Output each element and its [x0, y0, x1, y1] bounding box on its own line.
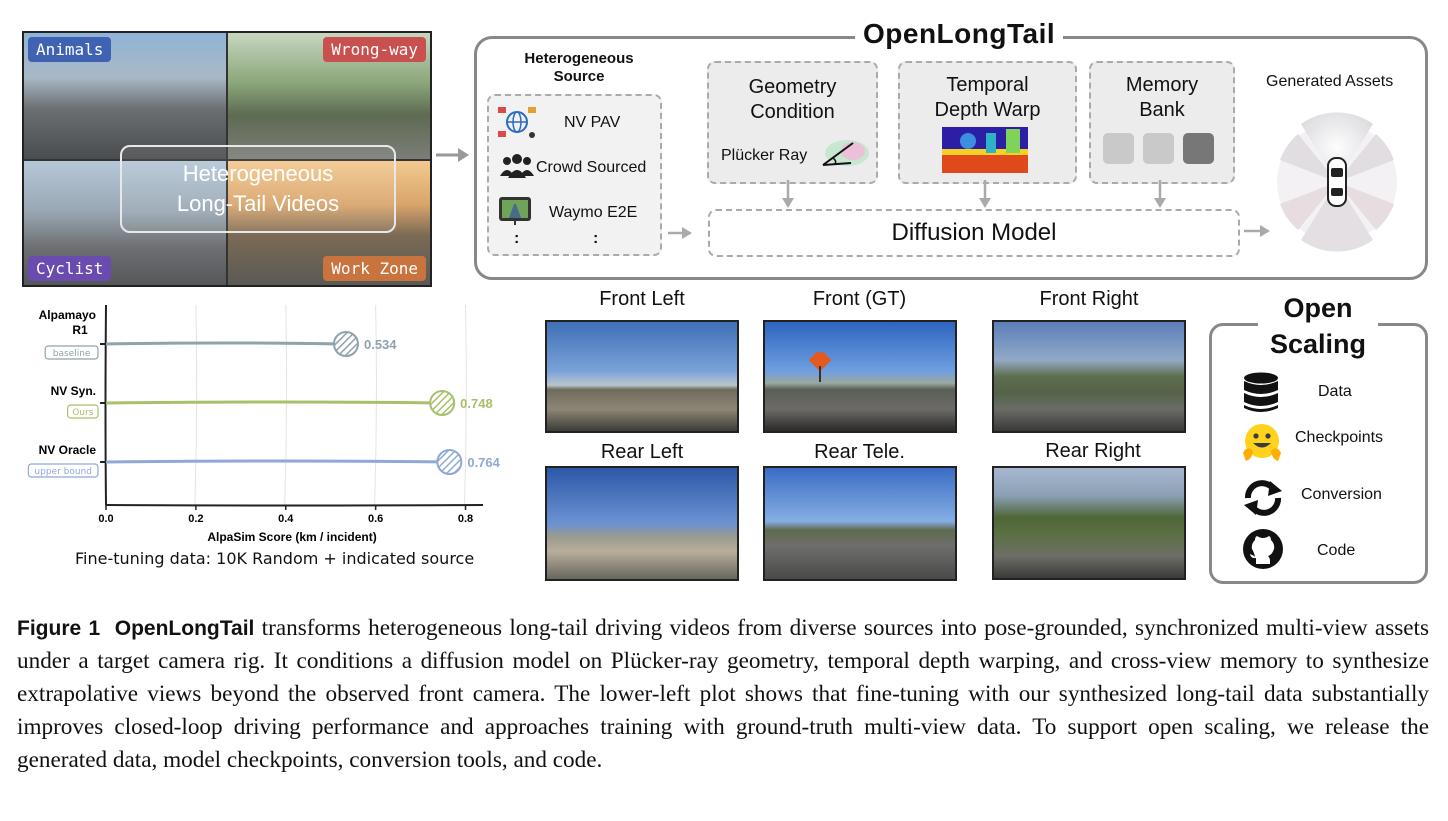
x-tick-label: 0.4	[278, 513, 294, 525]
score-value-label: 0.764	[467, 455, 500, 470]
memory-slot	[1183, 133, 1214, 164]
ellipsis-right: :	[593, 230, 599, 247]
heterogeneous-source-title	[498, 50, 660, 86]
work-zone-tag: Work Zone	[323, 256, 426, 281]
caption-text: transforms heterogeneous long-tail driving videos from diverse sources into pose-grounded, synchronized multi-view assets under a target camera rig. It conditions a diffusion model on Plücker-ray geometry, temporal depth warping, and cross-view memory to synthesize extrapolative views beyond the observed front camera. The lower-left plot shows that fine-tuning with our synthesized long-tail data substantially improves closed-loop driving performance and approaches training with ground-truth multi-view data. To support open scaling, we release the generated data, model checkpoints, conversion tools, and code.	[17, 615, 1430, 773]
x-tick-label: 0.2	[188, 513, 204, 525]
score-marker	[430, 391, 454, 415]
source-title-line1: Heterogeneous	[524, 50, 634, 67]
figure-caption	[17, 612, 1429, 777]
heterogeneous-videos-label	[120, 145, 396, 233]
arrow-down-icon	[977, 180, 993, 210]
front-gt-view	[763, 320, 957, 433]
hetero-line1: Heterogeneous	[182, 161, 334, 186]
source-crowd-sourced: Crowd Sourced	[536, 159, 647, 176]
conversion-icon	[1240, 478, 1286, 518]
wrong-way-tag: Wrong-way	[323, 37, 426, 62]
score-marker	[437, 450, 461, 474]
camera-label-rear-left: Rear Left	[600, 441, 684, 463]
source-waymo-e2e: Waymo E2E	[549, 204, 638, 221]
plucker-ray-label: Plücker Ray	[721, 147, 808, 164]
memory-bank-box	[1089, 61, 1235, 184]
heterogeneous-source-box	[487, 94, 662, 256]
framework-title: OpenLongTail	[855, 18, 1063, 50]
ellipsis-left: :	[514, 230, 520, 247]
score-marker	[334, 332, 358, 356]
camera-label-front-gt: Front (GT)	[812, 288, 907, 310]
depth-map-icon	[942, 127, 1028, 173]
grid-line	[285, 305, 287, 505]
x-tick-label: 0.8	[457, 513, 474, 525]
arrow-right-icon	[1244, 223, 1272, 239]
front-left-view	[545, 320, 739, 433]
open-scaling-data: Data	[1318, 383, 1352, 400]
open-scaling-checkpoints: Checkpoints	[1295, 429, 1384, 446]
generated-assets-title: Generated Assets	[1266, 73, 1394, 90]
score-value-label: 0.534	[363, 337, 397, 352]
category-badge-label: Ours	[72, 408, 94, 418]
score-line	[106, 343, 346, 344]
x-tick-label: 0.0	[98, 513, 114, 525]
memory-line1: Memory	[1125, 74, 1199, 96]
grid-line	[195, 305, 197, 505]
long-tail-video-mosaic	[22, 31, 432, 287]
wrong-way-video-frame	[228, 33, 430, 159]
database-icon	[1243, 372, 1279, 414]
dashboard-screen-icon	[498, 194, 532, 226]
arrow-down-icon	[1152, 180, 1168, 210]
rear-right-view	[992, 466, 1186, 580]
memory-slot	[1103, 133, 1134, 164]
x-axis	[106, 505, 483, 506]
score-value-label: 0.748	[460, 396, 493, 411]
diffusion-model-box: Diffusion Model	[708, 209, 1240, 257]
github-icon	[1242, 528, 1284, 570]
source-nv-pav: NV PAV	[564, 114, 621, 131]
network-globe-icon	[497, 104, 537, 140]
score-line	[106, 461, 449, 462]
rear-left-view	[545, 466, 739, 581]
temporal-line2: Depth Warp	[934, 99, 1041, 121]
grid-line	[375, 305, 377, 505]
temporal-line1: Temporal	[946, 74, 1029, 96]
category-badge-label: upper bound	[34, 467, 92, 477]
figure-label: Figure 1	[17, 617, 101, 640]
geometry-condition-box	[707, 61, 878, 184]
category-label: NV Syn.	[50, 384, 96, 398]
camera-label-front-left: Front Left	[599, 288, 685, 310]
memory-slot	[1143, 133, 1174, 164]
open-scaling-conversion: Conversion	[1301, 486, 1382, 503]
plucker-ray-icon	[817, 133, 871, 173]
open-scaling-line2: Scaling	[1269, 329, 1367, 359]
generated-views-icon	[1276, 102, 1398, 262]
crowd-icon	[499, 152, 535, 180]
alpasim-score-chart	[18, 300, 518, 550]
x-axis-label: AlpaSim Score (km / incident)	[207, 530, 377, 544]
front-right-view	[992, 320, 1186, 433]
cyclist-tag: Cyclist	[28, 256, 111, 281]
score-line	[106, 402, 442, 403]
memory-line2: Bank	[1139, 99, 1185, 121]
animals-video-frame	[24, 33, 226, 159]
animals-tag: Animals	[28, 37, 111, 62]
temporal-depth-warp-box	[898, 61, 1077, 184]
rear-tele-view	[763, 466, 957, 581]
source-title-line2: Source	[553, 68, 605, 85]
arrow-right-icon	[436, 146, 470, 164]
category-label: Alpamayo	[38, 308, 96, 322]
camera-label-rear-tele: Rear Tele.	[814, 441, 905, 463]
geometry-line2: Condition	[750, 101, 835, 123]
open-scaling-line1: Open	[1283, 293, 1353, 323]
road-sign-icon	[807, 352, 833, 382]
camera-label-front-right: Front Right	[1039, 288, 1139, 310]
open-scaling-code: Code	[1317, 542, 1356, 559]
chart-caption: Fine-tuning data: 10K Random + indicated source	[75, 549, 475, 568]
open-scaling-title	[1258, 290, 1378, 362]
category-badge-label: baseline	[52, 349, 91, 359]
figure-name: OpenLongTail	[114, 617, 255, 640]
y-axis	[106, 305, 107, 505]
camera-label-rear-right: Rear Right	[1045, 440, 1141, 462]
arrow-down-icon	[780, 180, 796, 210]
x-tick-label: 0.6	[367, 513, 384, 525]
category-label: NV Oracle	[38, 443, 96, 457]
hugging-face-icon	[1240, 421, 1284, 465]
hetero-line2: Long-Tail Videos	[176, 191, 340, 216]
arrow-right-icon	[668, 225, 694, 241]
category-label: R1	[72, 323, 88, 337]
geometry-line1: Geometry	[748, 76, 837, 98]
